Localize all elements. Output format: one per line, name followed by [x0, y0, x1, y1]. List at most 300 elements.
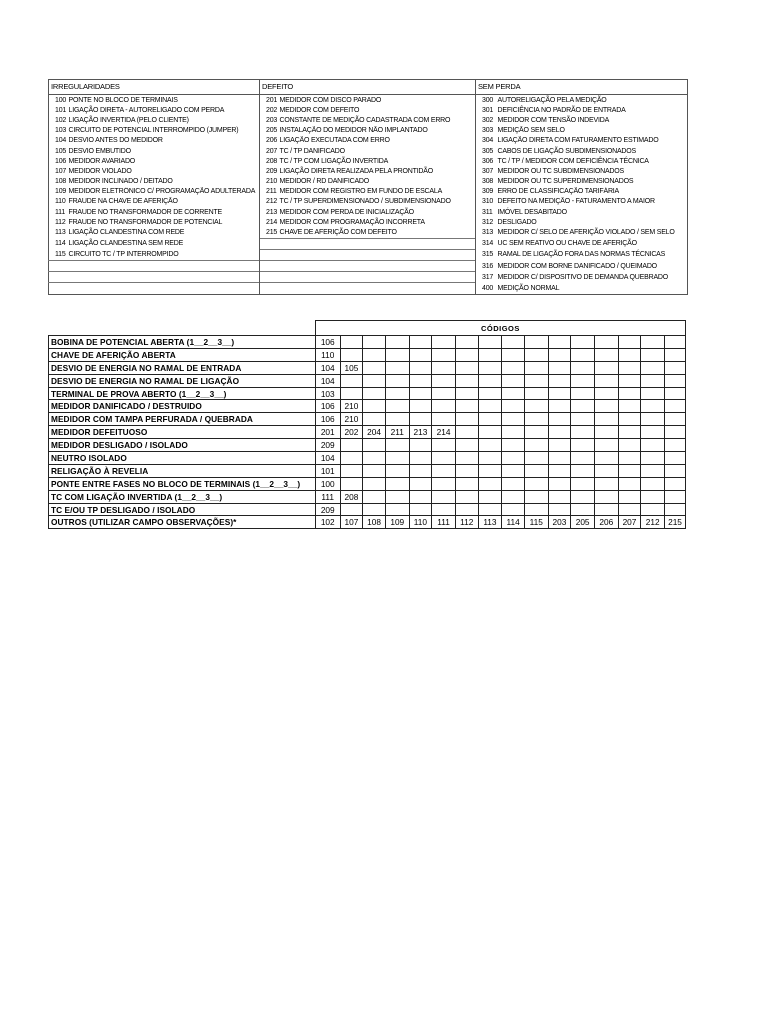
code-cell[interactable] — [665, 361, 686, 374]
code-cell[interactable] — [548, 464, 571, 477]
code-cell[interactable] — [455, 361, 478, 374]
code-cell[interactable]: 100 — [315, 477, 340, 490]
code-cell[interactable] — [432, 336, 456, 349]
header-sem-perda: SEM PERDA — [476, 80, 688, 95]
code-cell[interactable] — [363, 336, 386, 349]
code-cell[interactable] — [385, 361, 409, 374]
code-cell[interactable] — [594, 490, 618, 503]
code-cell[interactable] — [385, 452, 409, 465]
code-cell[interactable] — [641, 361, 665, 374]
code-cell[interactable] — [594, 387, 618, 400]
code-cell[interactable] — [385, 387, 409, 400]
reference-description: CIRCUITO DE POTENCIAL INTERROMPIDO (JUMPER) — [67, 126, 260, 136]
code-cell[interactable] — [618, 413, 641, 426]
reference-code: 317 — [482, 273, 494, 281]
code-cell[interactable] — [594, 452, 618, 465]
code-cell[interactable] — [524, 477, 548, 490]
code-cell[interactable] — [363, 464, 386, 477]
reference-description: MEDIDOR ELETRÔNICO C/ PROGRAMAÇÃO ADULTERADA — [67, 187, 260, 197]
code-cell[interactable]: 207 — [618, 516, 641, 529]
code-cell[interactable] — [524, 464, 548, 477]
code-cell[interactable] — [524, 374, 548, 387]
code-cell[interactable] — [340, 464, 363, 477]
code-cell[interactable] — [409, 490, 432, 503]
code-cell[interactable] — [478, 426, 502, 439]
code-cell[interactable] — [478, 452, 502, 465]
code-cell[interactable] — [432, 439, 456, 452]
code-cell[interactable] — [665, 503, 686, 516]
code-cell[interactable] — [455, 503, 478, 516]
code-cell[interactable] — [455, 452, 478, 465]
code-cell[interactable] — [385, 490, 409, 503]
code-cell[interactable]: 104 — [315, 452, 340, 465]
code-cell[interactable]: 206 — [594, 516, 618, 529]
code-cell[interactable] — [432, 374, 456, 387]
reference-code: 108 — [55, 178, 67, 186]
code-cell[interactable] — [571, 490, 595, 503]
code-cell[interactable] — [432, 464, 456, 477]
code-cell[interactable]: 114 — [502, 516, 525, 529]
reference-description: LIGAÇÃO CLANDESTINA SEM REDE — [67, 238, 260, 249]
code-cell[interactable] — [571, 452, 595, 465]
code-cell[interactable] — [340, 348, 363, 361]
code-cell[interactable] — [385, 503, 409, 516]
code-cell[interactable] — [641, 387, 665, 400]
code-cell[interactable] — [502, 387, 525, 400]
code-cell[interactable]: 109 — [385, 516, 409, 529]
code-cell[interactable] — [502, 477, 525, 490]
code-cell[interactable] — [502, 452, 525, 465]
reference-code — [49, 283, 67, 294]
code-cell[interactable]: 103 — [315, 387, 340, 400]
code-cell[interactable] — [524, 490, 548, 503]
code-cell[interactable] — [641, 452, 665, 465]
code-cell[interactable] — [594, 374, 618, 387]
code-cell[interactable] — [665, 426, 686, 439]
code-cell[interactable] — [618, 464, 641, 477]
code-cell[interactable] — [385, 464, 409, 477]
code-cell[interactable] — [665, 464, 686, 477]
code-cell[interactable] — [363, 361, 386, 374]
code-cell[interactable] — [665, 336, 686, 349]
code-cell[interactable] — [340, 374, 363, 387]
code-cell[interactable] — [594, 477, 618, 490]
reference-description: MEDIÇÃO NORMAL — [496, 283, 688, 294]
code-cell[interactable] — [665, 452, 686, 465]
code-cell[interactable] — [641, 374, 665, 387]
reference-description: RAMAL DE LIGAÇÃO FORA DAS NORMAS TÉCNICAS — [496, 249, 688, 260]
code-cell[interactable] — [618, 452, 641, 465]
code-cell[interactable] — [432, 348, 456, 361]
code-cell[interactable]: 105 — [340, 361, 363, 374]
code-cell[interactable] — [641, 490, 665, 503]
code-cell[interactable] — [385, 348, 409, 361]
code-cell[interactable] — [548, 336, 571, 349]
code-cell[interactable] — [409, 348, 432, 361]
code-cell[interactable] — [594, 464, 618, 477]
code-cell[interactable] — [385, 439, 409, 452]
code-cell[interactable] — [618, 426, 641, 439]
code-cell[interactable] — [594, 503, 618, 516]
code-cell[interactable] — [665, 400, 686, 413]
code-cell[interactable] — [548, 490, 571, 503]
code-cell[interactable]: 204 — [363, 426, 386, 439]
code-cell[interactable] — [641, 477, 665, 490]
code-cell[interactable]: 209 — [315, 439, 340, 452]
code-cell[interactable] — [478, 464, 502, 477]
code-cell[interactable] — [502, 426, 525, 439]
reference-code: 107 — [55, 167, 67, 175]
code-cell[interactable] — [571, 361, 595, 374]
code-cell[interactable] — [363, 374, 386, 387]
code-cell[interactable] — [594, 361, 618, 374]
code-cell[interactable] — [665, 439, 686, 452]
code-cell[interactable]: 211 — [385, 426, 409, 439]
reference-description: MEDIDOR COM REGISTRO EM FUNDO DE ESCALA — [278, 187, 476, 197]
reference-code: 211 — [266, 188, 277, 196]
code-cell[interactable] — [409, 387, 432, 400]
code-cell[interactable] — [618, 400, 641, 413]
code-cell[interactable] — [409, 374, 432, 387]
reference-code: 106 — [55, 157, 67, 165]
reference-code: 112 — [55, 218, 66, 226]
code-cell[interactable] — [665, 413, 686, 426]
reference-description: LIGAÇÃO INVERTIDA (PELO CLIENTE) — [67, 115, 260, 125]
code-cell[interactable] — [502, 361, 525, 374]
code-cell[interactable]: 104 — [315, 361, 340, 374]
reference-row — [49, 95, 688, 106]
code-cell[interactable] — [340, 452, 363, 465]
code-cell[interactable]: 106 — [315, 400, 340, 413]
code-cell[interactable] — [478, 361, 502, 374]
reference-code: 206 — [266, 137, 278, 145]
code-cell[interactable] — [524, 400, 548, 413]
code-cell[interactable]: 111 — [315, 490, 340, 503]
code-cell[interactable] — [618, 387, 641, 400]
reference-row — [49, 136, 688, 146]
code-cell[interactable] — [340, 477, 363, 490]
code-cell[interactable] — [548, 361, 571, 374]
code-cell[interactable] — [524, 336, 548, 349]
code-cell[interactable] — [455, 464, 478, 477]
reference-code: 104 — [55, 137, 67, 145]
code-cell[interactable] — [665, 348, 686, 361]
reference-code: 202 — [266, 106, 278, 114]
code-cell[interactable]: 215 — [665, 516, 686, 529]
code-cell[interactable] — [432, 387, 456, 400]
code-cell[interactable]: 201 — [315, 426, 340, 439]
code-cell[interactable] — [524, 361, 548, 374]
reference-code: 101 — [55, 106, 67, 114]
code-cell[interactable]: 113 — [478, 516, 502, 529]
code-cell[interactable] — [524, 452, 548, 465]
code-cell[interactable] — [502, 464, 525, 477]
code-cell[interactable] — [455, 387, 478, 400]
code-cell[interactable] — [665, 477, 686, 490]
reference-code: 111 — [55, 208, 66, 216]
code-cell[interactable] — [641, 439, 665, 452]
code-cell[interactable] — [455, 477, 478, 490]
code-cell[interactable] — [363, 477, 386, 490]
code-cell[interactable] — [548, 477, 571, 490]
reference-code: 310 — [482, 198, 494, 206]
code-cell[interactable] — [665, 490, 686, 503]
code-cell[interactable] — [363, 348, 386, 361]
code-cell[interactable] — [363, 452, 386, 465]
code-cell[interactable] — [478, 503, 502, 516]
reference-description: PONTE NO BLOCO DE TERMINAIS — [67, 95, 260, 106]
code-cell[interactable] — [478, 439, 502, 452]
code-cell[interactable] — [385, 413, 409, 426]
code-cell[interactable] — [641, 464, 665, 477]
code-cell[interactable] — [502, 400, 525, 413]
code-cell[interactable] — [340, 336, 363, 349]
code-cell[interactable]: 212 — [641, 516, 665, 529]
code-cell[interactable] — [478, 374, 502, 387]
code-cell[interactable] — [524, 387, 548, 400]
codes-row — [49, 477, 686, 490]
code-cell[interactable] — [618, 374, 641, 387]
reference-code: 209 — [266, 167, 278, 175]
code-cell[interactable] — [409, 452, 432, 465]
code-cell[interactable] — [594, 439, 618, 452]
code-cell[interactable] — [363, 439, 386, 452]
code-cell[interactable] — [618, 361, 641, 374]
code-cell[interactable] — [524, 439, 548, 452]
code-cell[interactable] — [455, 400, 478, 413]
code-cell[interactable] — [571, 464, 595, 477]
code-cell[interactable] — [641, 503, 665, 516]
code-cell[interactable] — [385, 374, 409, 387]
code-cell[interactable] — [571, 413, 595, 426]
code-cell[interactable] — [340, 439, 363, 452]
code-cell[interactable] — [548, 503, 571, 516]
code-cell[interactable]: 112 — [455, 516, 478, 529]
code-cell[interactable]: 108 — [363, 516, 386, 529]
code-cell[interactable] — [571, 477, 595, 490]
code-cell[interactable] — [340, 503, 363, 516]
code-cell[interactable]: 115 — [524, 516, 548, 529]
code-cell[interactable] — [548, 400, 571, 413]
code-cell[interactable] — [665, 374, 686, 387]
code-cell[interactable] — [363, 400, 386, 413]
code-cell[interactable] — [409, 336, 432, 349]
reference-description: MEDIDOR COM BORNE DANIFICADO / QUEIMADO — [496, 261, 688, 272]
code-cell[interactable] — [502, 503, 525, 516]
reference-description: MEDIDOR AVARIADO — [67, 156, 260, 166]
code-cell[interactable] — [409, 464, 432, 477]
code-cell[interactable] — [594, 400, 618, 413]
code-cell[interactable] — [594, 426, 618, 439]
reference-description — [278, 249, 476, 260]
reference-description: MEDIDOR COM DEFEITO — [278, 105, 476, 115]
code-cell[interactable]: 106 — [315, 413, 340, 426]
code-cell[interactable]: 202 — [340, 426, 363, 439]
code-cell[interactable] — [432, 400, 456, 413]
code-cell[interactable]: 203 — [548, 516, 571, 529]
code-cell[interactable] — [618, 477, 641, 490]
code-cell[interactable]: 110 — [409, 516, 432, 529]
code-cell[interactable]: 205 — [571, 516, 595, 529]
code-cell[interactable] — [571, 336, 595, 349]
reference-description: DESVIO EMBUTIDO — [67, 146, 260, 156]
code-cell[interactable] — [502, 490, 525, 503]
reference-code: 113 — [55, 229, 66, 237]
code-cell[interactable] — [455, 490, 478, 503]
reference-description: INSTALAÇÃO DO MEDIDOR NÃO IMPLANTADO — [278, 126, 476, 136]
reference-code: 313 — [482, 229, 494, 237]
code-cell[interactable]: 209 — [315, 503, 340, 516]
reference-code: 303 — [482, 127, 494, 135]
code-cell[interactable] — [571, 387, 595, 400]
code-cell[interactable] — [571, 348, 595, 361]
reference-description: LIGAÇÃO EXECUTADA COM ERRO — [278, 136, 476, 146]
code-cell[interactable] — [385, 400, 409, 413]
code-cell[interactable] — [363, 503, 386, 516]
reference-code: 316 — [482, 262, 494, 270]
code-cell[interactable] — [478, 387, 502, 400]
code-cell[interactable] — [478, 477, 502, 490]
code-cell[interactable] — [548, 426, 571, 439]
codes-row — [49, 426, 686, 439]
code-cell[interactable] — [502, 413, 525, 426]
code-cell[interactable]: 106 — [315, 336, 340, 349]
code-cell[interactable]: 213 — [409, 426, 432, 439]
code-cell[interactable] — [641, 426, 665, 439]
code-cell[interactable] — [432, 452, 456, 465]
code-cell[interactable]: 104 — [315, 374, 340, 387]
code-cell[interactable] — [618, 490, 641, 503]
codes-row — [49, 336, 686, 349]
code-cell[interactable] — [455, 439, 478, 452]
reference-row — [49, 115, 688, 125]
reference-description: DESVIO ANTES DO MEDIDOR — [67, 136, 260, 146]
reference-row — [49, 177, 688, 187]
code-cell[interactable] — [548, 413, 571, 426]
code-cell[interactable] — [478, 348, 502, 361]
code-cell[interactable] — [409, 413, 432, 426]
code-cell[interactable] — [618, 439, 641, 452]
code-cell[interactable] — [524, 426, 548, 439]
code-cell[interactable] — [548, 387, 571, 400]
code-cell[interactable] — [432, 490, 456, 503]
code-cell[interactable] — [571, 503, 595, 516]
code-cell[interactable]: 210 — [340, 400, 363, 413]
code-cell[interactable] — [455, 348, 478, 361]
code-cell[interactable] — [571, 374, 595, 387]
code-cell[interactable] — [571, 400, 595, 413]
codes-row-label: MEDIDOR COM TAMPA PERFURADA / QUEBRADA — [49, 413, 316, 426]
code-cell[interactable] — [524, 503, 548, 516]
code-cell[interactable] — [502, 336, 525, 349]
code-cell[interactable] — [363, 387, 386, 400]
codes-row — [49, 374, 686, 387]
code-cell[interactable] — [363, 413, 386, 426]
code-cell[interactable] — [478, 400, 502, 413]
code-cell[interactable]: 101 — [315, 464, 340, 477]
code-cell[interactable] — [385, 336, 409, 349]
code-cell[interactable] — [571, 426, 595, 439]
code-cell[interactable] — [618, 503, 641, 516]
code-cell[interactable] — [571, 439, 595, 452]
reference-code — [260, 249, 278, 260]
reference-code: 311 — [482, 208, 493, 216]
reference-code — [260, 283, 278, 294]
code-cell[interactable] — [524, 348, 548, 361]
code-cell[interactable] — [340, 387, 363, 400]
code-cell[interactable]: 111 — [432, 516, 456, 529]
code-cell[interactable] — [409, 400, 432, 413]
code-cell[interactable] — [641, 348, 665, 361]
code-cell[interactable] — [502, 439, 525, 452]
code-cell[interactable] — [432, 361, 456, 374]
reference-row — [49, 187, 688, 197]
code-cell[interactable] — [594, 336, 618, 349]
code-cell[interactable] — [385, 477, 409, 490]
code-cell[interactable] — [641, 413, 665, 426]
code-cell[interactable] — [432, 477, 456, 490]
code-cell[interactable]: 208 — [340, 490, 363, 503]
code-cell[interactable] — [641, 336, 665, 349]
code-cell[interactable] — [455, 426, 478, 439]
code-cell[interactable] — [548, 439, 571, 452]
code-cell[interactable] — [594, 348, 618, 361]
reference-code: 400 — [482, 284, 494, 292]
reference-description: MEDIDOR VIOLADO — [67, 166, 260, 176]
reference-description: IMÓVEL DESABITADO — [496, 207, 688, 217]
code-cell[interactable] — [409, 477, 432, 490]
code-cell[interactable] — [502, 374, 525, 387]
reference-row — [49, 283, 688, 294]
code-cell[interactable] — [432, 503, 456, 516]
code-cell[interactable] — [524, 413, 548, 426]
reference-row — [49, 249, 688, 260]
code-cell[interactable] — [548, 374, 571, 387]
code-cell[interactable] — [432, 413, 456, 426]
reference-description: CHAVE DE AFERIÇÃO COM DEFEITO — [278, 227, 476, 238]
reference-description: MEDIDOR OU TC SUBDIMENSIONADOS — [496, 166, 688, 176]
code-cell[interactable]: 110 — [315, 348, 340, 361]
code-cell[interactable] — [594, 413, 618, 426]
code-cell[interactable] — [455, 336, 478, 349]
code-cell[interactable] — [478, 336, 502, 349]
code-cell[interactable]: 214 — [432, 426, 456, 439]
code-cell[interactable]: 210 — [340, 413, 363, 426]
codes-row-label: BOBINA DE POTENCIAL ABERTA (1__2__3__) — [49, 336, 316, 349]
reference-row — [49, 156, 688, 166]
code-cell[interactable]: 102 — [315, 516, 340, 529]
code-cell[interactable] — [548, 452, 571, 465]
code-cell[interactable] — [618, 348, 641, 361]
code-cell[interactable] — [618, 336, 641, 349]
codes-row-label: MEDIDOR DESLIGADO / ISOLADO — [49, 439, 316, 452]
code-cell[interactable] — [548, 348, 571, 361]
code-cell[interactable] — [478, 490, 502, 503]
code-cell[interactable] — [665, 387, 686, 400]
code-cell[interactable] — [409, 503, 432, 516]
code-cell[interactable] — [409, 439, 432, 452]
code-cell[interactable] — [363, 490, 386, 503]
code-cell[interactable] — [641, 400, 665, 413]
code-cell[interactable] — [478, 413, 502, 426]
reference-code: 110 — [55, 198, 66, 206]
code-cell[interactable]: 107 — [340, 516, 363, 529]
code-cell[interactable] — [455, 374, 478, 387]
code-cell[interactable] — [502, 348, 525, 361]
code-cell[interactable] — [409, 361, 432, 374]
reference-description: CONSTANTE DE MEDIÇÃO CADASTRADA COM ERRO — [278, 115, 476, 125]
code-cell[interactable] — [455, 413, 478, 426]
